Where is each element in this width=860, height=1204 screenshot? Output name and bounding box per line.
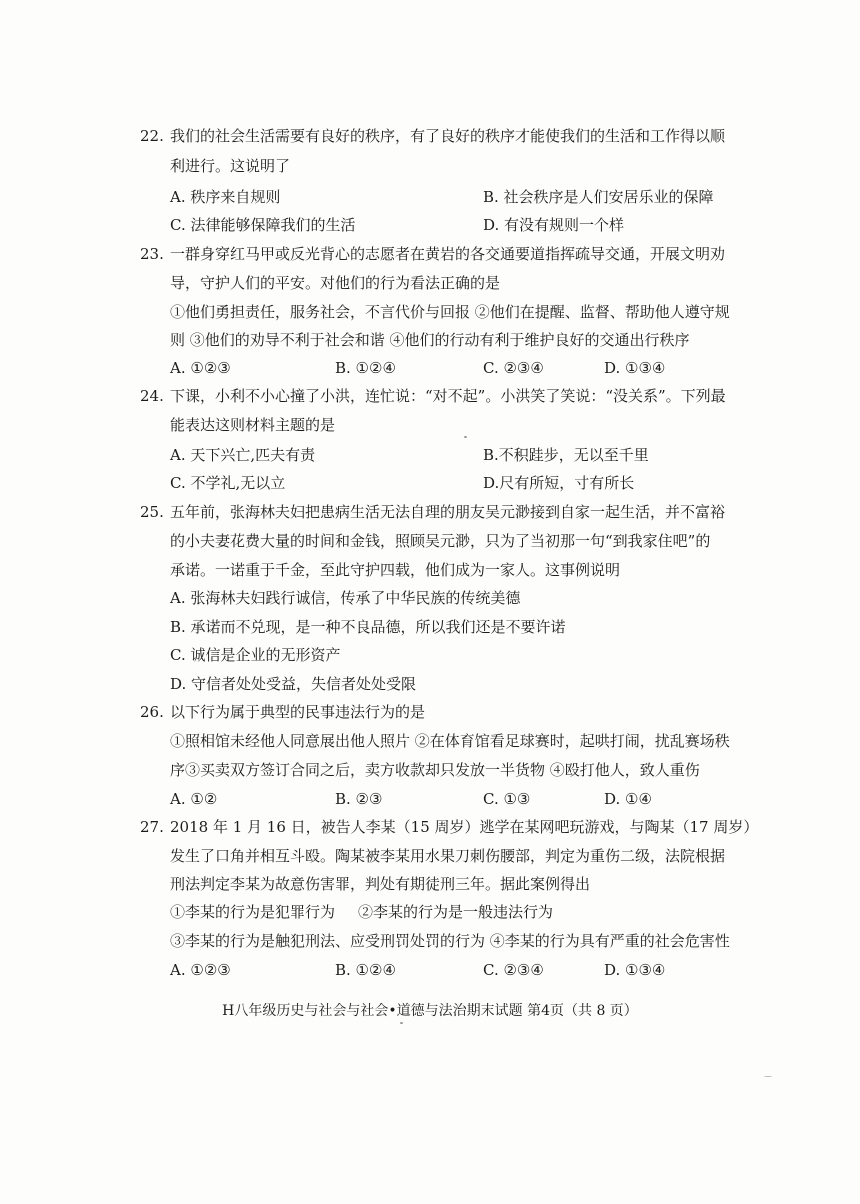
option-a: A. ①②③ bbox=[170, 359, 231, 377]
question-text-line: 的小夫妻花费大量的时间和金钱，照顾吴元渺，只为了当初那一句“到我家住吧”的 bbox=[170, 532, 711, 550]
option-c: C. ①③ bbox=[483, 790, 531, 808]
page-footer: H八年级历史与社会与社会•道德与法治期末试题 第4页（共 8 页） bbox=[222, 1003, 638, 1019]
question-number: 25. bbox=[140, 503, 164, 521]
question-text-line: 五年前，张海林夫妇把患病生活无法自理的朋友吴元渺接到自家一起生活，并不富裕 bbox=[170, 503, 726, 521]
question-text-line: 能表达这则材料主题的是 bbox=[170, 416, 336, 434]
question-text-line: 一群身穿红马甲或反光背心的志愿者在黄岩的各交通要道指挥疏导交通，开展文明劝 bbox=[170, 245, 726, 263]
option-c: C. 不学礼,无以立 bbox=[170, 474, 286, 492]
question-number: 23. bbox=[140, 245, 164, 263]
option-d: D. ①③④ bbox=[604, 359, 666, 377]
option-a: A. 天下兴亡,匹夫有责 bbox=[170, 446, 316, 464]
option-b: B. ①②④ bbox=[335, 961, 396, 979]
option-a: A. ①② bbox=[170, 790, 218, 808]
question-number: 26. bbox=[140, 703, 164, 721]
option-c: C. 法律能够保障我们的生活 bbox=[170, 216, 356, 234]
question-text-line: 刑法判定李某为故意伤害罪，判处有期徒刑三年。据此案例得出 bbox=[170, 875, 591, 893]
question-text-line: 下课，小利不小心撞了小洪，连忙说：“对不起”。小洪笑了笑说：“没关系”。下列最 bbox=[170, 387, 726, 405]
option-a: A. 秩序来自规则 bbox=[170, 188, 281, 206]
option-c: C. ②③④ bbox=[483, 961, 544, 979]
question-text-line: 发生了口角并相互斗殴。陶某被李某用水果刀刺伤腰部，判定为重伤二级，法院根据 bbox=[170, 847, 726, 865]
question-text-line: 利进行。这说明了 bbox=[170, 157, 291, 175]
question-text-line: 我们的社会生活需要有良好的秩序，有了良好的秩序才能使我们的生活和工作得以顺 bbox=[170, 127, 726, 145]
option-a: A. ①②③ bbox=[170, 961, 231, 979]
option-b: B. ②③ bbox=[335, 790, 383, 808]
question-text-line: 承诺。一诺重于千金，至此守护四载，他们成为一家人。这事例说明 bbox=[170, 561, 621, 579]
question-text-line: ②李某的行为是一般违法行为 bbox=[358, 903, 554, 921]
option-b: B.不积跬步，无以至千里 bbox=[483, 446, 649, 464]
option-b: B. ①②④ bbox=[335, 359, 396, 377]
question-text-line: 2018 年 1 月 16 日，被告人李某（15 周岁）逃学在某网吧玩游戏，与陶某（17 周岁） bbox=[170, 818, 759, 836]
question-text-line: 序③买卖双方签订合同之后，卖方收款却只发放一半货物 ④殴打他人，致人重伤 bbox=[170, 761, 700, 779]
option-d: D. 守信者处处受益，失信者处处受限 bbox=[170, 675, 417, 693]
question-number: 27. bbox=[140, 818, 164, 836]
option-d: D. 有没有规则一个样 bbox=[483, 216, 625, 234]
option-c: C. 诚信是企业的无形资产 bbox=[170, 646, 341, 664]
option-c: C. ②③④ bbox=[483, 359, 544, 377]
question-number: 22. bbox=[140, 127, 164, 145]
question-number: 24. bbox=[140, 387, 164, 405]
question-text-line: 则 ③他们的劝导不利于社会和谐 ④他们的行动有利于维护良好的交通出行秩序 bbox=[170, 331, 690, 349]
scan-speck bbox=[464, 436, 467, 438]
option-d: D. ①③④ bbox=[604, 961, 666, 979]
scan-speck bbox=[764, 1076, 772, 1077]
option-a: A. 张海林夫妇践行诚信，传承了中华民族的传统美德 bbox=[170, 589, 521, 607]
option-d: D. ①④ bbox=[604, 790, 652, 808]
question-text-line: 导，守护人们的平安。对他们的行为看法正确的是 bbox=[170, 274, 501, 292]
question-text-line: ①李某的行为是犯罪行为 bbox=[170, 903, 336, 921]
option-d: D.尺有所短，寸有所长 bbox=[483, 474, 635, 492]
question-text-line: ①照相馆未经他人同意展出他人照片 ②在体育馆看足球赛时，起哄打闹，扰乱赛场秩 bbox=[170, 732, 730, 750]
question-text-line: 以下行为属于典型的民事违法行为的是 bbox=[170, 703, 426, 721]
option-b: B. 承诺而不兑现，是一种不良品德，所以我们还是不要许诺 bbox=[170, 618, 566, 636]
question-text-line: ③李某的行为是触犯刑法、应受刑罚处罚的行为 ④李某的行为具有严重的社会危害性 bbox=[170, 932, 730, 950]
scan-speck bbox=[400, 1022, 403, 1024]
option-b: B. 社会秩序是人们安居乐业的保障 bbox=[483, 188, 714, 206]
question-text-line: ①他们勇担责任，服务社会，不言代价与回报 ②他们在提醒、监督、帮助他人遵守规 bbox=[170, 303, 730, 321]
